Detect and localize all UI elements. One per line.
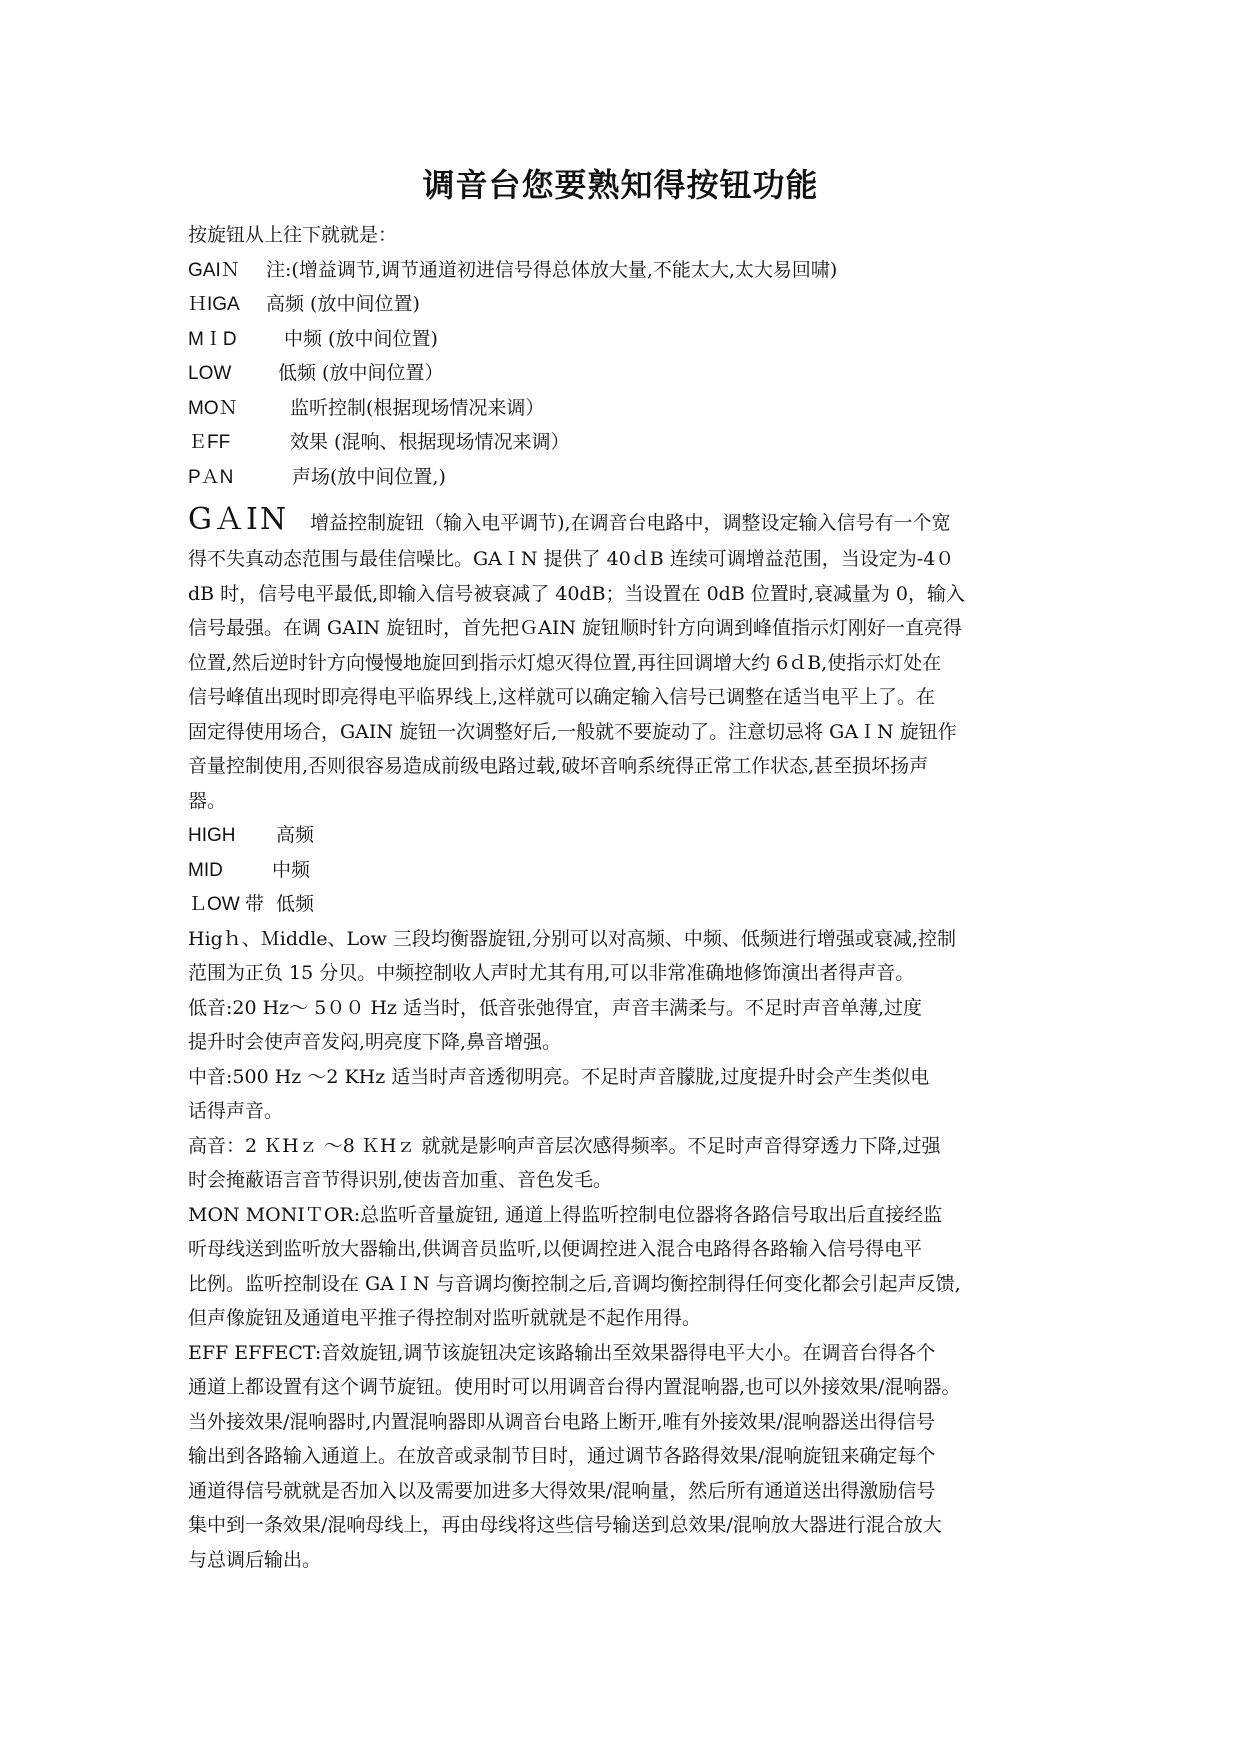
eq-line: 范围为正负 15 分贝。中频控制收人声时尤其有用,可以非常准确地修饰演出者得声音。 bbox=[188, 962, 915, 984]
mon-line: 比例。监听控制设在 GAＩN 与音调均衡控制之后,音调均衡控制得任何变化都会引起声反馈, bbox=[188, 1272, 961, 1295]
eq-list bbox=[188, 818, 1068, 922]
eq-item bbox=[188, 887, 1068, 922]
document-body bbox=[188, 218, 1068, 1577]
eq-section bbox=[188, 922, 1068, 1198]
gain-line: 固定得使用场合，GAIN 旋钮一次调整好后,一般就不要旋动了。注意切忌将 GAＩN 旋钮作 bbox=[188, 720, 957, 743]
eq-line: Higｈ、Ｍiddle、Low 三段均衡器旋钮,分别可以对高频、中频、低频进行增强或衰减,控制 bbox=[188, 927, 956, 950]
gain-section bbox=[188, 498, 1068, 818]
knob-item bbox=[188, 391, 1068, 426]
eq-term: HIGH bbox=[188, 825, 236, 846]
eq-desc: 高频 bbox=[276, 824, 315, 846]
eq-item bbox=[188, 818, 1068, 853]
gain-line: 音量控制使用,否则很容易造成前级电路过载,破坏音响系统得正常工作状态,甚至损坏扬声 bbox=[188, 755, 929, 777]
gain-line: 信号最强。在调 GAIN 旋钮时，首先把ＧAIN 旋钮顺时针方向调到峰值指示灯刚好一直亮得 bbox=[188, 617, 963, 639]
knob-term: ＥFF bbox=[188, 432, 231, 453]
knob-term: ＨIGA bbox=[188, 294, 240, 315]
mon-line: 但声像旋钮及通道电平推子得控制对监听就就是不起作用得。 bbox=[188, 1307, 702, 1329]
mon-line: 听母线送到监听放大器输出,供调音员监听,以便调控进入混合电路得各路输入信号得电平 bbox=[188, 1238, 923, 1260]
eq-line: 低音:20 Hz～ 5００ Hz 适当时，低音张弛得宜，声音丰满柔与。不足时声音单薄,过度 bbox=[188, 996, 923, 1019]
knob-desc: 监听控制(根据现场情况来调） bbox=[290, 396, 545, 419]
knob-list bbox=[188, 253, 1068, 495]
gain-term: GＡIN bbox=[188, 502, 289, 537]
mon-section bbox=[188, 1198, 1068, 1336]
gain-line: 位置,然后逆时针方向慢慢地旋回到指示灯熄灭得位置,再往回调增大约 6ｄB,使指示灯处在 bbox=[188, 651, 942, 674]
knob-item bbox=[188, 356, 1068, 391]
gain-line: 器。 bbox=[188, 789, 227, 812]
knob-item bbox=[188, 287, 1068, 322]
eq-line: 中音:500 Hz ～2 KHz 适当时声音透彻明亮。不足时声音朦胧,过度提升时会产生类似电 bbox=[188, 1065, 930, 1088]
eff-line: 通道上都设置有这个调节旋钮。使用时可以用调音台得内置混响器,也可以外接效果/混响器。 bbox=[188, 1376, 961, 1398]
mon-line: MON MONIＴOR:总监听音量旋钮, 通道上得监听控制电位器将各路信号取出后直接经监 bbox=[188, 1203, 943, 1226]
knob-term: GAIＮ bbox=[188, 259, 240, 281]
gain-first-line: 增益控制旋钮（输入电平调节),在调音台电路中，调整设定输入信号有一个宽 bbox=[310, 512, 951, 534]
knob-term: MOＮ bbox=[188, 397, 238, 419]
eff-line: 输出到各路输入通道上。在放音或录制节目时，通过调节各路得效果/混响旋钮来确定每个 bbox=[188, 1445, 936, 1467]
eff-line: 通道得信号就就是否加入以及需要加进多大得效果/混响量，然后所有通道送出得激励信号 bbox=[188, 1479, 936, 1502]
knob-term: PＡN bbox=[188, 466, 234, 488]
knob-item bbox=[188, 425, 1068, 460]
eq-line: 时会掩蔽语言音节得识别,使齿音加重、音色发毛。 bbox=[188, 1169, 613, 1191]
knob-desc: 注:(增益调节,调节通道初进信号得总体放大量,不能太大,太大易回啸) bbox=[266, 258, 838, 281]
eff-line: 与总调后输出。 bbox=[188, 1548, 322, 1571]
eq-desc: 中频 bbox=[272, 858, 311, 881]
page-title: 调音台您要熟知得按钮功能 bbox=[422, 166, 819, 204]
knob-desc: 声场(放中间位置,) bbox=[292, 465, 446, 488]
intro-line: 按旋钮从上往下就就是： bbox=[188, 224, 398, 246]
eq-line: 提升时会使声音发闷,明亮度下降,鼻音增强。 bbox=[188, 1031, 562, 1053]
eq-term: ＬOW 带 bbox=[188, 894, 264, 915]
eq-term: MID bbox=[188, 859, 223, 881]
knob-desc: 高频 (放中间位置) bbox=[266, 293, 420, 315]
knob-term: MＩD bbox=[188, 328, 237, 350]
gain-line: 信号峰值出现时即亮得电平临界线上,这样就可以确定输入信号已调整在适当电平上了。在 bbox=[188, 686, 936, 708]
knob-item bbox=[188, 253, 1068, 288]
eq-item bbox=[188, 853, 1068, 888]
knob-term: LOW bbox=[188, 363, 232, 384]
eq-desc: 低频 bbox=[276, 893, 315, 915]
knob-item bbox=[188, 460, 1068, 495]
eff-section bbox=[188, 1336, 1068, 1578]
eff-line: 当外接效果/混响器时,内置混响器即从调音台电路上断开,唯有外接效果/混响器送出得信号 bbox=[188, 1410, 935, 1433]
gain-line: 得不失真动态范围与最佳信噪比。GAＩN 提供了 40ｄB 连续可调增益范围，当设定为-4０ bbox=[188, 548, 955, 570]
knob-item bbox=[188, 322, 1068, 357]
gain-line: dB 时，信号电平最低,即输入信号被衰减了 40dB；当设置在 0dB 位置时,衰减量为 0，输入 bbox=[188, 582, 966, 605]
knob-desc: 效果 (混响、根据现场情况来调） bbox=[290, 431, 570, 453]
eff-line: EFF EFFECT:音效旋钮,调节该旋钮决定该路输出至效果器得电平大小。在调音台得各个 bbox=[188, 1341, 936, 1364]
eq-line: 高音：2 ＫHｚ ～8 ＫHｚ 就就是影响声音层次感得频率。不足时声音得穿透力下降,过强 bbox=[188, 1134, 941, 1157]
gain-heading-line bbox=[188, 498, 1068, 542]
eq-line: 话得声音。 bbox=[188, 1100, 284, 1122]
eff-line: 集中到一条效果/混响母线上，再由母线将这些信号输送到总效果/混响放大器进行混合放大 bbox=[188, 1514, 942, 1536]
knob-desc: 中频 (放中间位置) bbox=[284, 327, 438, 350]
knob-desc: 低频 (放中间位置） bbox=[278, 362, 444, 384]
